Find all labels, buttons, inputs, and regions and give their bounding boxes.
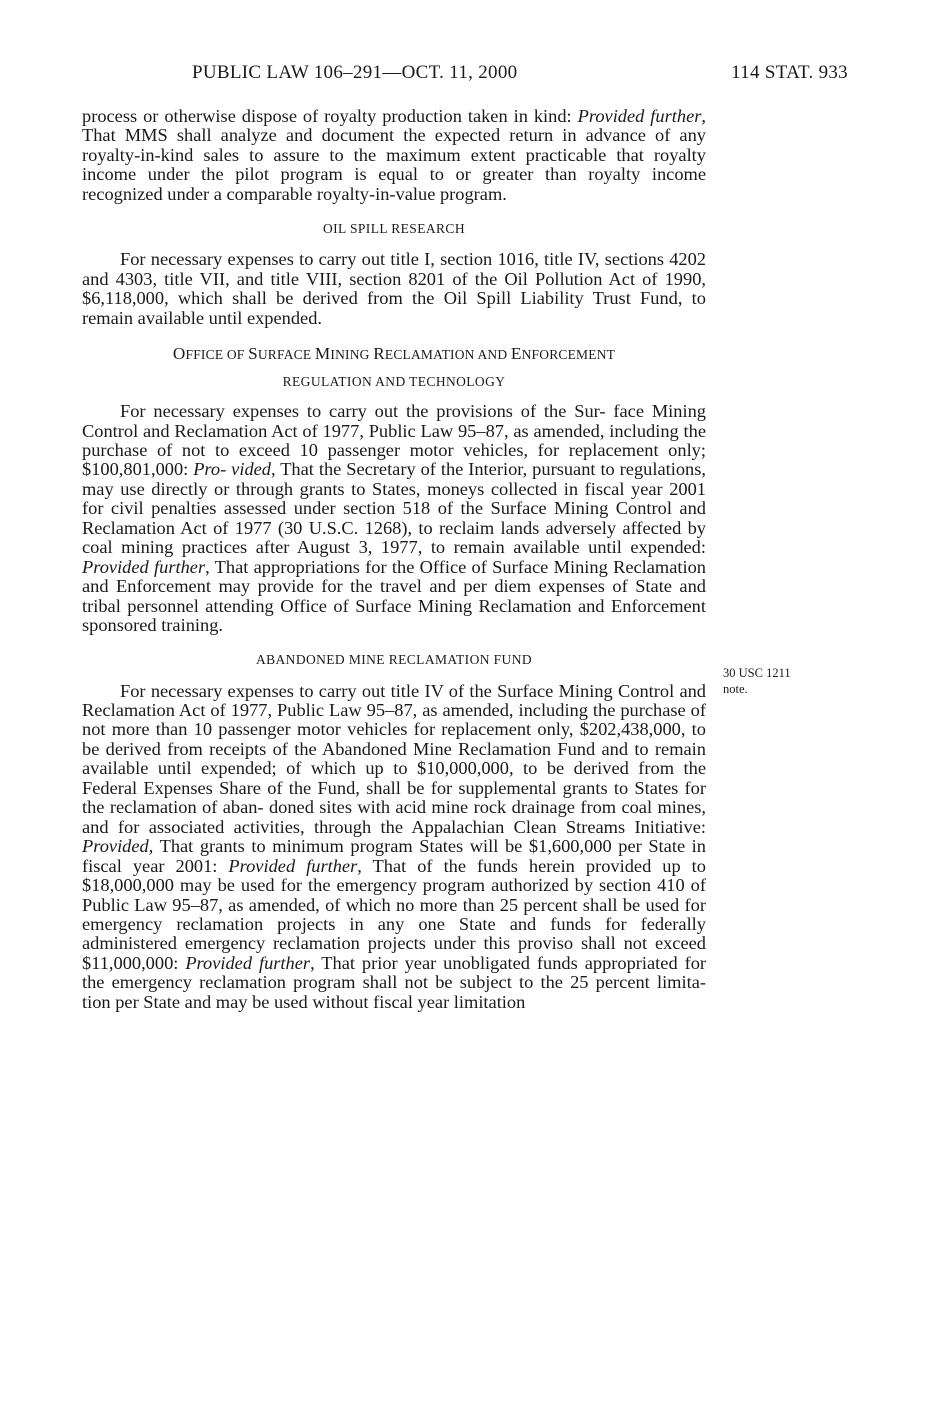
text-line: Initiative: bbox=[634, 816, 706, 837]
text-line: , That grants to minimum program States will bbox=[148, 836, 499, 857]
heading-cap: M bbox=[314, 344, 331, 364]
heading-cap: R bbox=[373, 344, 385, 364]
text-line: For necessary expenses to carry out title IV of the Surface bbox=[120, 680, 554, 701]
text-line: , That appropriations for the Office of Surface bbox=[205, 556, 549, 577]
paragraph-royalty-continuation bbox=[82, 107, 706, 204]
text-line: used for emergency reclamation projects in any one State and bbox=[82, 894, 706, 934]
text-line: may use directly or through grants to States, moneys collected bbox=[82, 478, 558, 499]
margin-note-line: 30 USC 1211 bbox=[723, 666, 791, 680]
text-line: Office of Surface Mining Reclamation and Enforcement sponsored bbox=[82, 595, 706, 636]
text-line: For necessary expenses to carry out title I, section 1016, title bbox=[120, 249, 573, 270]
heading-smallcaps: INING bbox=[330, 347, 374, 363]
text-line: training. bbox=[161, 615, 223, 636]
text-line: tion per State and may be used without fiscal year limitation bbox=[82, 991, 526, 1012]
text-line: For necessary expenses to carry out the provisions of the Sur- bbox=[120, 401, 606, 422]
text-line: be for supplemental grants to States for the reclamation of aban- bbox=[82, 777, 706, 818]
text-line: from receipts of the Abandoned Mine Reclamation Fund and to bbox=[167, 738, 649, 759]
text-line-italic: Provided bbox=[82, 836, 149, 857]
heading-smallcaps: FFICE OF bbox=[185, 347, 249, 363]
text-line: reclamation program shall not be subject to the 25 percent limita- bbox=[199, 972, 706, 993]
text-line: the emergency program authorized by section 410 of Public Law bbox=[82, 875, 706, 915]
margin-note-usc-citation bbox=[723, 665, 843, 697]
text-line: motor vehicles for replacement only, $202,438,000, to be derived bbox=[82, 719, 706, 759]
heading-smallcaps: URFACE bbox=[257, 347, 315, 363]
text-line: 95–87, as amended, including the purchase of not to exceed 10 bbox=[82, 420, 706, 460]
text-line: face Mining Control and Reclamation Act of 1977, Public Law bbox=[82, 401, 706, 441]
text-line: pilot program is equal to or greater than royalty income recognized bbox=[82, 164, 706, 204]
text-line: , That bbox=[357, 855, 407, 876]
text-line: as amended, including the purchase of not more than 10 passenger bbox=[82, 699, 706, 740]
text-line: of the funds herein provided up to $18,000,000 may be used for bbox=[82, 855, 706, 896]
text-line: , That MMS shall analyze and document the bbox=[82, 106, 706, 146]
text-line: expended. bbox=[246, 307, 323, 328]
running-head bbox=[82, 62, 848, 88]
running-head-page-ref: 114 STAT. 933 bbox=[731, 62, 848, 83]
text-line: of the Oil Pollution Act of 1990, $6,118,000, which shall be derived bbox=[82, 268, 706, 309]
text-line: be $1,600,000 per State in fiscal year 2001: bbox=[82, 836, 706, 876]
text-line: expected return in advance of any royalty-in-kind sales to assure bbox=[82, 125, 706, 165]
paragraph-regulation-technology bbox=[82, 402, 706, 635]
text-line: Mining Reclamation and Enforcement may provide for the travel bbox=[82, 556, 707, 597]
text-line: IV, sections 4202 and 4303, title VII, and title VIII, section 8201 bbox=[82, 249, 707, 289]
text-line: from the Oil Spill Liability Trust Fund, to remain available until bbox=[82, 288, 706, 328]
text-line-italic: Pro- bbox=[193, 459, 227, 480]
text-line: doned sites with acid mine rock drainage from coal mines, and bbox=[82, 797, 706, 837]
text-line-italic: Provided further bbox=[228, 855, 358, 876]
text-line: That prior year unobligated funds appropriated for the emergency bbox=[82, 952, 707, 993]
heading-oil-spill-research: OIL SPILL RESEARCH bbox=[323, 221, 465, 237]
text-line: under this proviso shall not exceed $11,000,000: bbox=[82, 933, 706, 973]
heading-abandoned-mine-fund: ABANDONED MINE RECLAMATION FUND bbox=[255, 651, 533, 667]
text-line: remain available until expended; of which up to $10,000,000, to bbox=[82, 738, 706, 779]
heading-smallcaps: ECLAMATION AND bbox=[384, 347, 511, 363]
text-line: , That the Secretary of the Interior, pursuant to regulations, bbox=[271, 459, 706, 480]
text-line-italic: Provided further bbox=[82, 556, 206, 577]
text-line: of the Surface Mining Control and Reclamation Act of 1977 (30 bbox=[82, 498, 706, 538]
heading-smallcaps: NFORCEMENT bbox=[521, 347, 616, 363]
heading-cap: E bbox=[510, 344, 522, 364]
paragraph-abandoned-mine bbox=[82, 682, 706, 1013]
margin-note-line: note. bbox=[723, 682, 748, 696]
paragraph-oil-spill bbox=[82, 250, 706, 328]
heading-cap: S bbox=[248, 344, 258, 364]
heading-office-surface-mining bbox=[82, 345, 706, 364]
heading-cap: O bbox=[172, 344, 186, 364]
text-line: be derived from the Federal Expenses Share of the Fund, shall bbox=[82, 758, 706, 798]
heading-regulation-technology: REGULATION AND TECHNOLOGY bbox=[282, 374, 506, 390]
text-line: 95–87, as amended, of which no more than 25 percent shall be bbox=[172, 894, 641, 915]
text-line: funds for federally administered emergency reclamation projects bbox=[82, 913, 706, 954]
text-line: practices after August 3, 1977, to remain available until expended: bbox=[181, 537, 706, 558]
text-line: under a comparable royalty-in-value program. bbox=[167, 183, 507, 204]
text-line: for associated activities, through the Appalachian Clean Streams bbox=[117, 816, 626, 837]
text-line: process or otherwise dispose of royalty production taken in kind: bbox=[82, 106, 572, 126]
text-line: Mining Control and Reclamation Act of 1977, Public Law 95–87, bbox=[82, 680, 707, 720]
text-line-italic: vided bbox=[231, 459, 271, 480]
text-line: passenger motor vehicles, for replacement only; $100,801,000: bbox=[82, 439, 706, 480]
text-line: and per diem expenses of State and tribal personnel attending bbox=[82, 576, 706, 616]
running-head-title: PUBLIC LAW 106–291—OCT. 11, 2000 bbox=[192, 62, 518, 83]
text-line: U.S.C. 1268), to reclaim lands adversely affected by coal mining bbox=[82, 517, 706, 558]
body-text-column bbox=[82, 107, 706, 1012]
text-line-italic: Provided further bbox=[185, 952, 311, 973]
text-line-italic: Provided further bbox=[577, 106, 702, 126]
text-line: to the maximum extent practicable that royalty income under the bbox=[82, 144, 706, 185]
text-line: in fiscal year 2001 for civil penalties assessed under section 518 bbox=[82, 478, 706, 519]
text-line: , bbox=[310, 952, 315, 973]
